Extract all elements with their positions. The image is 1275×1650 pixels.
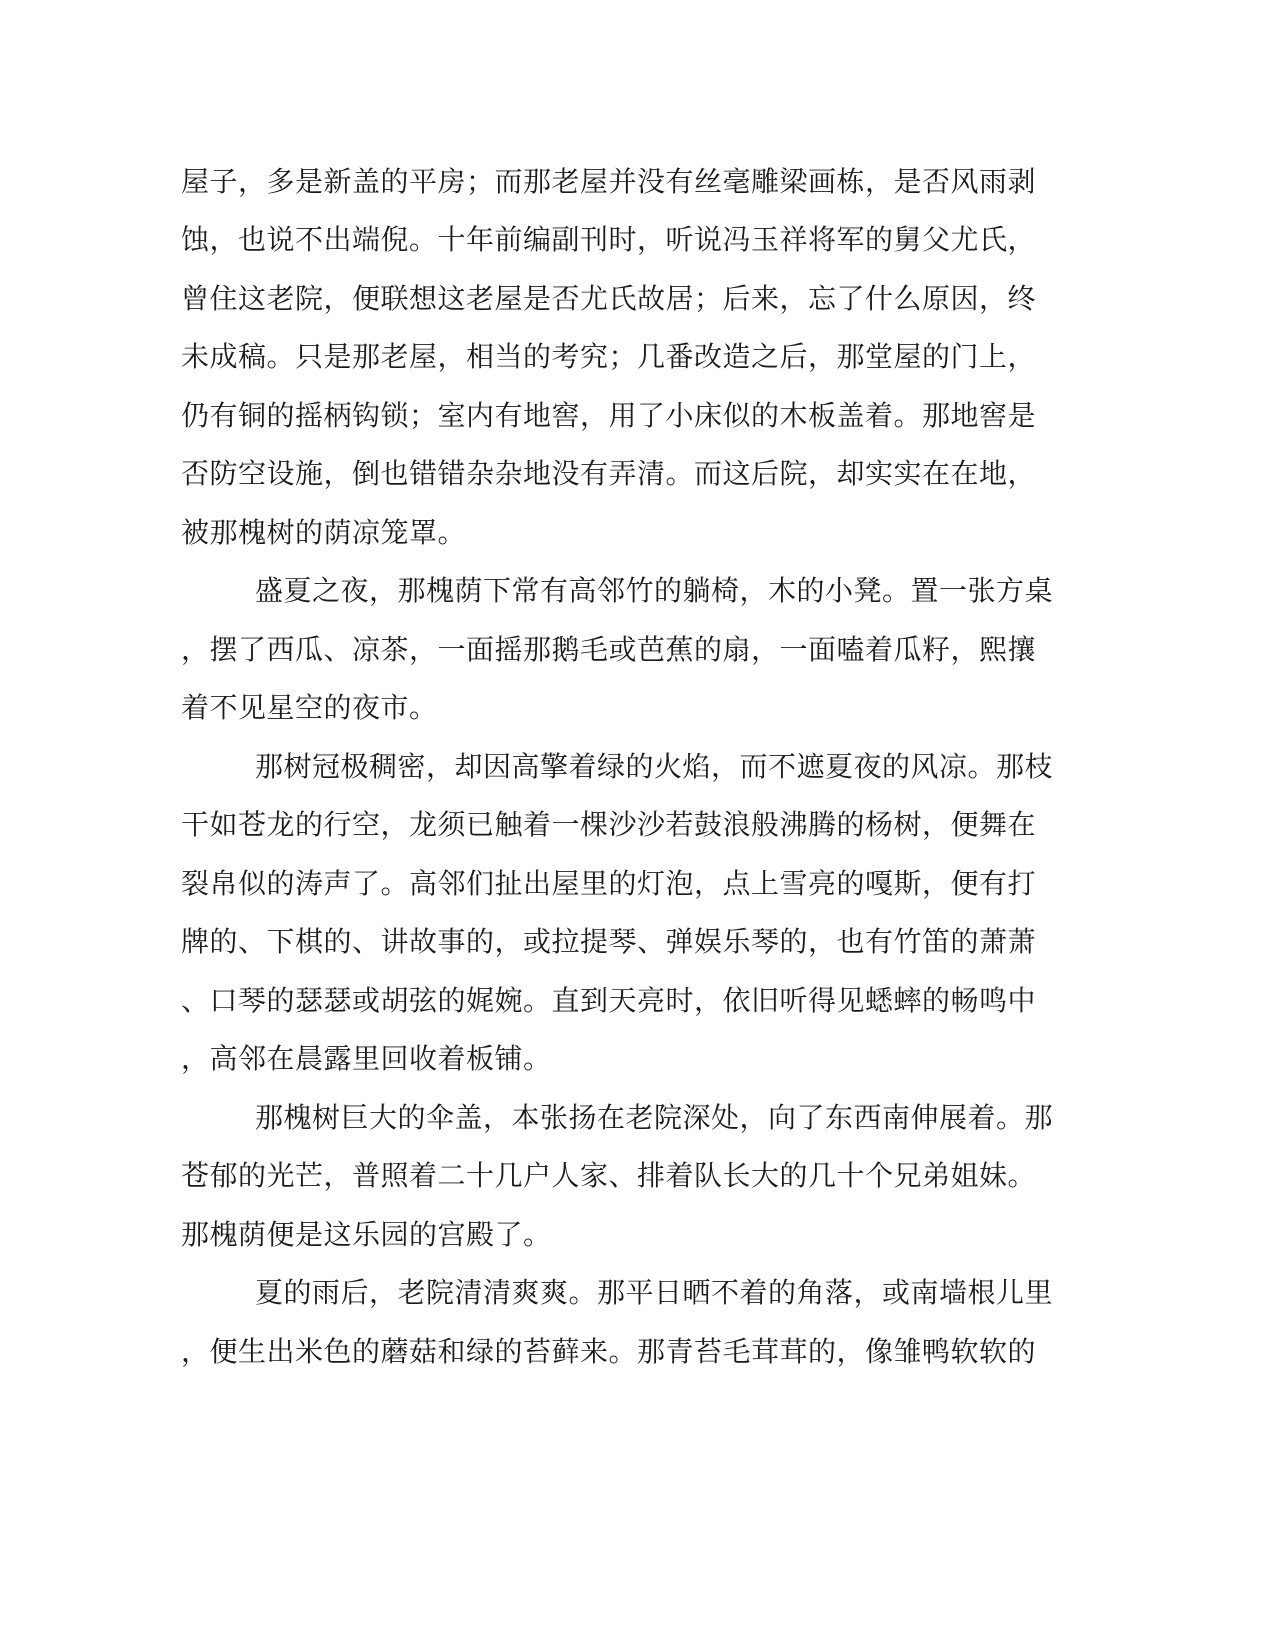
text-line: 被那槐树的荫凉笼罩。 xyxy=(181,516,467,549)
text-line: 否防空设施，倒也错错杂杂地没有弄清。而这后院，却实实在在地， xyxy=(181,457,1037,490)
paragraph-start-line: 那树冠极稠密，却因高擎着绿的火焰，而不遮夏夜的风凉。那枝 xyxy=(255,750,1054,783)
text-line: 干如苍龙的行空，龙须已触着一棵沙沙若鼓浪般沸腾的杨树，便舞在 xyxy=(181,808,1037,841)
text-line: 蚀，也说不出端倪。十年前编副刊时，听说冯玉祥将军的舅父尤氏， xyxy=(181,223,1037,256)
text-line: ，高邻在晨露里回收着板铺。 xyxy=(181,1042,552,1075)
paragraph-start-line: 那槐树巨大的伞盖，本张扬在老院深处，向了东西南伸展着。那 xyxy=(255,1101,1054,1134)
text-line: 裂帛似的涛声了。高邻们扯出屋里的灯泡，点上雪亮的嘎斯，便有打 xyxy=(181,867,1037,900)
text-line: 仍有铜的摇柄钩锁；室内有地窖，用了小床似的木板盖着。那地窖是 xyxy=(181,399,1037,432)
text-line: 曾住这老院，便联想这老屋是否尤氏故居；后来，忘了什么原因，终 xyxy=(181,282,1037,315)
paragraph-start-line: 夏的雨后，老院清清爽爽。那平日晒不着的角落，或南墙根儿里 xyxy=(255,1276,1054,1309)
paragraph-start-line: 盛夏之夜，那槐荫下常有高邻竹的躺椅，木的小凳。置一张方桌 xyxy=(255,574,1054,607)
text-line: ，摆了西瓜、凉茶，一面摇那鹅毛或芭蕉的扇，一面嗑着瓜籽，熙攘 xyxy=(181,633,1037,666)
text-line: 未成稿。只是那老屋，相当的考究；几番改造之后，那堂屋的门上， xyxy=(181,340,1037,373)
text-line: 着不见星空的夜市。 xyxy=(181,691,438,724)
text-line: 牌的、下棋的、讲故事的，或拉提琴、弹娱乐琴的，也有竹笛的萧萧 xyxy=(181,925,1037,958)
text-line: 苍郁的光芒，普照着二十几户人家、排着队长大的几十个兄弟姐妹。 xyxy=(181,1159,1037,1192)
text-line: 屋子，多是新盖的平房；而那老屋并没有丝毫雕梁画栋，是否风雨剥 xyxy=(181,165,1037,198)
text-line: 、口琴的瑟瑟或胡弦的娓婉。直到天亮时，依旧听得见蟋蟀的畅鸣中 xyxy=(181,984,1037,1017)
text-line: ，便生出米色的蘑菇和绿的苔藓来。那青苔毛茸茸的，像雏鸭软软的 xyxy=(181,1335,1037,1368)
text-line: 那槐荫便是这乐园的宫殿了。 xyxy=(181,1218,552,1251)
